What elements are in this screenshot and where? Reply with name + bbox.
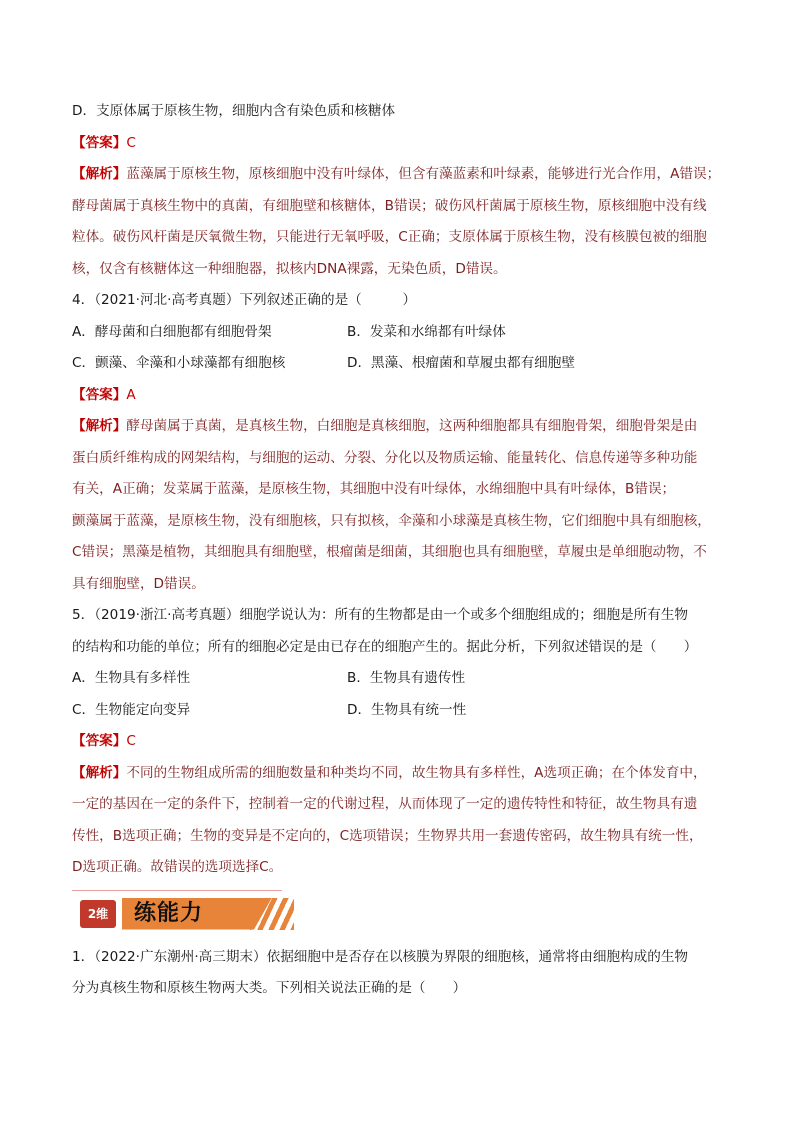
explanation-line: D选项正确。故错误的选项选择C。 [72,859,283,875]
q4-option-b: B．发菜和水绵都有叶绿体 [347,323,506,340]
explanation-line: 具有细胞壁，D错误。 [72,575,205,592]
explanation-line: 有关，A正确；发菜属于蓝藻，是原核生物，其细胞中没有叶绿体，水绵细胞中具有叶绿体，B错误； [72,481,676,497]
answer-value: A [126,386,136,403]
n1-stem-line: 分为真核生物和原核生物两大类。下列相关说法正确的是（ ） [72,980,467,996]
q5-options-row [72,663,726,695]
explanation-tag: 【解析】 [72,764,127,781]
q3-option-d: D．支原体属于原核生物，细胞内含有染色质和核糖体 [72,103,396,119]
section-header [72,896,726,932]
explanation-line: C错误；黑藻是植物，其细胞具有细胞壁，根瘤菌是细菌，其细胞也具有细胞壁，草履虫是单细胞动物，不 [72,544,707,560]
q4-options-row [72,317,726,349]
explanation-line: 核，仅含有核糖体这一种细胞器，拟核内DNA裸露，无染色质，D错误。 [72,260,507,277]
q5-option-b: B．生物具有遗传性 [347,670,466,686]
q5-option-a: A．生物具有多样性 [72,670,191,686]
explanation-line: 酵母菌属于真核生物中的真菌，有细胞壁和核糖体，B错误；破伤风杆菌属于原核生物，原核细胞中没有线 [72,197,707,214]
answer-tag: 【答案】 [72,134,127,151]
answer-value: C [126,134,136,151]
q4-stem: 4．（2021·河北·高考真题）下列叙述正确的是（ ） [72,292,417,308]
answer-tag: 【答案】 [72,386,127,403]
explanation-line: 传性，B选项正确；生物的变异是不定向的，C选项错误；生物界共用一套遗传密码，故生物具有统一性， [72,827,703,844]
explanation-line: 蛋白质纤维构成的网架结构，与细胞的运动、分裂、分化以及物质运输、能量转化、信息传递等多种功能 [72,449,698,466]
q3-answer [72,128,726,160]
section-badge: 2维 [80,900,116,928]
q4-option-d: D．黑藻、根瘤菌和草履虫都有细胞壁 [347,355,575,371]
explanation-line: 一定的基因在一定的条件下，控制着一定的代谢过程，从而体现了一定的遗传特性和特征，故生物具有遗 [72,796,698,812]
document-page [72,96,726,1005]
q5-options-row [72,695,726,727]
q5-stem-line: 5．（2019·浙江·高考真题）细胞学说认为：所有的生物都是由一个或多个细胞组成的；细胞是所有生物 [72,607,689,623]
section-title: 练能力 [134,900,204,926]
answer-value: C [126,733,136,749]
answer-tag: 【答案】 [72,733,127,749]
explanation-line: 不同的生物组成所需的细胞数量和种类均不同，故生物具有多样性，A选项正确；在个体发育中， [126,764,707,781]
banner-stripes-decoration [250,898,294,930]
q4-options-row [72,348,726,380]
explanation-line: 酵母菌属于真菌，是真核生物，白细胞是真核细胞，这两种细胞都具有细胞骨架，细胞骨架是由 [126,418,698,434]
q3-explanation [72,159,726,285]
explanation-line: 颤藻属于蓝藻，是原核生物，没有细胞核，只有拟核，伞藻和小球藻是真核生物，它们细胞中具有细胞核， [72,512,711,529]
q4-explanation [72,411,726,600]
explanation-tag: 【解析】 [72,418,127,434]
explanation-line: 粒体。破伤风杆菌是厌氧微生物，只能进行无氧呼吸，C正确；支原体属于原核生物，没有核膜包被的细胞 [72,229,707,245]
q5-stem-line: 的结构和功能的单位；所有的细胞必定是由已存在的细胞产生的。据此分析，下列叙述错误的是（ ） [72,638,698,655]
q4-answer [72,380,726,412]
q5-explanation [72,758,726,884]
q5-option-c: C．生物能定向变异 [72,701,191,718]
section-divider [72,890,282,891]
explanation-tag: 【解析】 [72,166,127,182]
q4-option-c: C．颤藻、伞藻和小球藻都有细胞核 [72,355,286,371]
n1-stem-line: 1．（2022·广东潮州·高三期末）依据细胞中是否存在以核膜为界限的细胞核，通常将由细胞构成的生物 [72,948,689,965]
q5-answer [72,726,726,758]
q5-option-d: D．生物具有统一性 [347,701,467,718]
explanation-line: 蓝藻属于原核生物，原核细胞中没有叶绿体，但含有藻蓝素和叶绿素，能够进行光合作用，A错误； [126,166,721,182]
q4-option-a: A．酵母菌和白细胞都有细胞骨架 [72,323,272,340]
